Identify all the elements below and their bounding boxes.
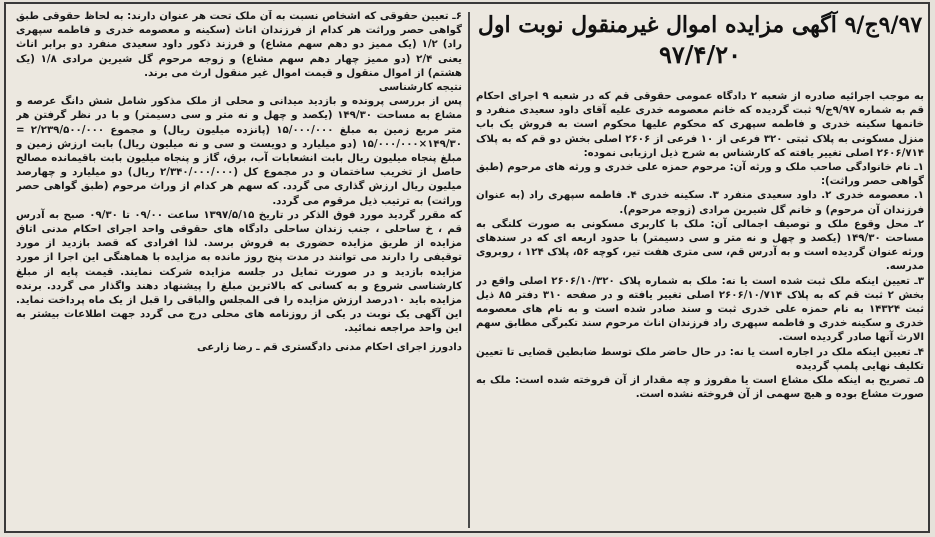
heirs-list: ۱. معصومه خدری ۲. داود سعیدی منفرد ۳. سکینه خدری ۴. فاطمه سپهری راد (به عنوان فرزندان آن مرحوم) و خانم گل شیرین مرادی (زوجه مرحوم). [476, 190, 924, 216]
item-2-location: ۲ـ محل وقوع ملک و توصیف اجمالی آن: ملک با کاربری مسکونی به صورت کلنگی به مساحت ۱۴۹/۳۰ (یکصد و چهل و نه متر و سی دسیمتر) با حدود اربعه ای که در سندهای ورثه عنوان گردیده است و به آدرس قم، سی متری هفت تیر، کوچه ۵۶، پلاک ۱۲۴ ، روبروی مدرسه. [476, 218, 924, 273]
item-1-owner: ۱ـ نام خانوادگی صاحب ملک و ورثه آن: مرحوم حمزه علی خدری و ورثه های مرحوم (طبق گواهی حصر وراثت): [476, 162, 924, 188]
right-column [476, 90, 924, 530]
signature: دادورز اجرای احکام مدنی دادگستری قم ـ رضا زارعی [197, 341, 462, 353]
intro-paragraph: به موجب اجرائیه صادره از شعبه ۲ دادگاه عمومی حقوقی قم که در شعبه ۹ اجرای احکام قم به شماره ۹/۹۷ج/۹ ثبت گردیده که خانم معصومه خدری علیه آقای داود سعیدی منفرد و خانمها سکینه خدری و فاطمه سپهری که محکوم علیها محکوم است به فروش یک باب منزل مسکونی به پلاک ثبتی ۳۲۰ فرعی از ۱۰ فرعی از ۲۶۰۶ اصلی بخش دو قم که به پلاک ۲۶۰۶/۷۱۴ اصلی تغییر یافته که کارشناس به شرح ذیل ارزیابی نموده: [476, 91, 924, 159]
expert-result-heading: نتیجه کارشناسی [378, 82, 462, 94]
auction-details: که مقرر گردید مورد فوق الذکر در تاریخ ۱۳۹۷/۵/۱۵ ساعت ۰۹/۰۰ تا ۰۹/۳۰ صبح به آدرس قم ، خ ساحلی ، جنب زندان ساحلی دادگاه های حقوقی واحد اجرای احکام مدنی اتاق مزایده از طریق مزایده حضوری به فروش برسد. لذا افرادی که قصد بازدید از مورد توقیفی را دارند می توانند در مدت پنج روز مانده به مزایده با هماهنگی این اجرا از مورد مزایده بازدید و در صورت تمایل در جلسه مزایده شرکت نمایند. قیمت پایه از مبلغ کارشناسی شروع و به کسانی که بالاترین مبلغ را پیشنهاد دهند واگذار می گردد. برنده مزایده باید ۱۰درصد ارزش مزایده را فی المجلس والباقی را قبل از یک ماه پرداخت نماید. این آگهی یک نوبت در یکی از روزنامه های محلی درج می گردد جهت اطلاعات بیشتر به این واحد مراجعه نمائید. [16, 209, 462, 335]
expert-result: پس از بررسی پرونده و بازدید میدانی و محلی از ملک مذکور شامل شش دانگ عرصه و مشاع به مساحت ۱۴۹/۳۰ (یکصد و چهل و نه متر و سی دسیمتر) و با در نظر گرفتن هر متر مربع زمین به مبلغ ۱۵/۰۰۰/۰۰۰ (پانزده میلیون ریال) و مجموع ۲/۲۳۹/۵۰۰/۰۰۰ = ۱۴۹/۳۰×۱۵/۰۰۰/۰۰۰ (دو میلیارد و دویست و سی و نه میلیون ریال) بابت ارزش زمین و مبلغ پنجاه میلیون ریال بابت انشعابات آب، برق، گاز و پنجاه میلیون بابت باقیمانده مصالح حاصل از تخریب ساختمان و در مجموع کل (۲/۳۴۰/۰۰۰/۰۰۰ ریال) دو میلیارد و چهارصد میلیون ریال ارزش گذاری می گردد. که سهم هر کدام از وراث مرحوم (طبق گواهی حصر وراثت) به ترتیب ذیل مرقوم می گردد. [16, 96, 462, 207]
item-3-registration: ۳ـ تعیین اینکه ملک ثبت شده است یا نه: ملک به شماره پلاک ۲۶۰۶/۱۰/۳۲۰ اصلی واقع در بخش ۲ ثبت قم که به پلاک ۲۶۰۶/۱۰/۷۱۴ اصلی تغییر یافته و در صفحه ۳۱۰ دفتر ۸۵ ذیل ثبت ۱۴۳۲۴ به نام حمزه علی خدری ثبت و سند صادر شده است و به نام های معصومه خدری و سکینه خدری و فاطمه سپهری راد فرزندان اناث مرحوم سند تکبرگی مطابق سهم الارث آنها صادر گردیده است. [476, 275, 924, 344]
item-4-lease: ۴ـ تعیین اینکه ملک در اجاره است یا نه: در حال حاضر ملک توسط ضابطین قضایی تا تعیین تکلیف نهایی پلمپ گردیده [476, 346, 924, 372]
title-date: ۹۷/۴/۲۰ [659, 40, 741, 69]
item-5-ownership: ۵ـ تصریح به اینکه ملک مشاع است یا مفروز و چه مقدار از آن فروخته شده است: ملک به صورت مشاع بوده و هیچ سهمی از آن فروخته نشده است. [476, 375, 924, 401]
legal-notice-clipping [4, 2, 930, 533]
left-column [16, 10, 462, 528]
title-line-1: ۹/۹۷ج/۹ آگهی مزایده اموال غیرمنقول نوبت اول [477, 12, 923, 38]
item-6-rights: ۶ـ تعیین حقوقی که اشخاص نسبت به آن ملک تحت هر عنوان دارند: به لحاظ حقوقی طبق گواهی حصر وراثت هر کدام از فرزندان اناث (سکینه و معصومه خدری و فاطمه سپهری راد) ۱/۲ (یک ممیز دو دهم سهم مشاع) و فرزند ذکور داود سعیدی منفرد دو برابر اناث یعنی ۲/۴ (دو ممیز چهار دهم سهم مشاع) و زوجه مرحوم گل شیرین مرادی ۱/۸ (یک هشتم) از اموال منقول و قیمت اموال غیر منقول ارث می برند. [16, 11, 462, 79]
column-divider [468, 12, 470, 528]
notice-title [476, 10, 924, 70]
